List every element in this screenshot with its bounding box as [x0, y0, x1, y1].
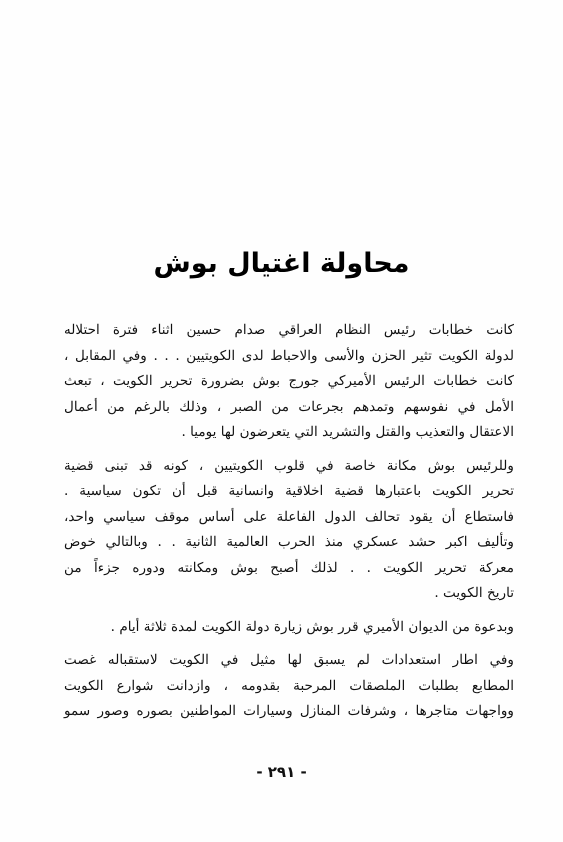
- paragraph-4: [64, 648, 514, 725]
- chapter-title: محاولة اغتيال بوش: [153, 248, 410, 279]
- text-line: كانت خطابات الرئيس الأميركي جورج بوش بضرورة تحرير الكويت ، تبعث: [64, 373, 514, 389]
- text-line: وتأليف اكبر حشد عسكري منذ الحرب العالمية الثانية . . وبالتالي خوض: [64, 534, 514, 550]
- text-line: فاستطاع أن يقود تحالف الدول الفاعلة على أساس موقف سياسي واحد،: [64, 508, 514, 525]
- body-text: [64, 318, 514, 733]
- text-line: وللرئيس بوش مكانة خاصة في قلوب الكويتيين ، كونه قد تبنى قضية: [64, 457, 514, 474]
- text-line: وواجهات متاجرها ، وشرفات المنازل وسيارات المواطنين بصوره وصور سمو: [64, 703, 514, 719]
- text-line: معركة تحرير الكويت . . لذلك أصبح بوش ومكانته ودوره جزءاً من: [64, 559, 514, 576]
- paragraph-3: [64, 615, 514, 641]
- text-line: وبدعوة من الديوان الأميري قرر بوش زيارة دولة الكويت لمدة ثلاثة أيام .: [110, 618, 514, 635]
- paragraph-1: [64, 318, 514, 446]
- page-number: - ٢٩١ -: [256, 763, 307, 781]
- text-line: كانت خطابات رئيس النظام العراقي صدام حسين اثناء فترة احتلاله: [64, 322, 514, 338]
- text-line: تحرير الكويت باعتبارها قضية اخلاقية وانسانية قبل أن تكون سياسية .: [64, 483, 514, 499]
- text-line: لدولة الكويت تثير الحزن والأسى والاحباط لدى الكويتيين . . . وفي المقابل ،: [64, 347, 514, 364]
- text-line: تاريخ الكويت .: [434, 585, 514, 601]
- text-line: الاعتقال والتعذيب والقتل والتشريد التي يتعرضون لها يوميا .: [181, 424, 514, 440]
- text-line: الأمل في نفوسهم وتمدهم بجرعات من الصبر ، وذلك بالرغم من أعمال: [64, 398, 514, 415]
- text-line: المطابع بطلبات الملصقات المرحبة بقدومه ، وازدانت شوارع الكويت: [64, 677, 514, 694]
- text-line: وفي اطار استعدادات لم يسبق لها مثيل في الكويت لاستقباله غصت: [64, 652, 514, 668]
- paragraph-2: [64, 454, 514, 607]
